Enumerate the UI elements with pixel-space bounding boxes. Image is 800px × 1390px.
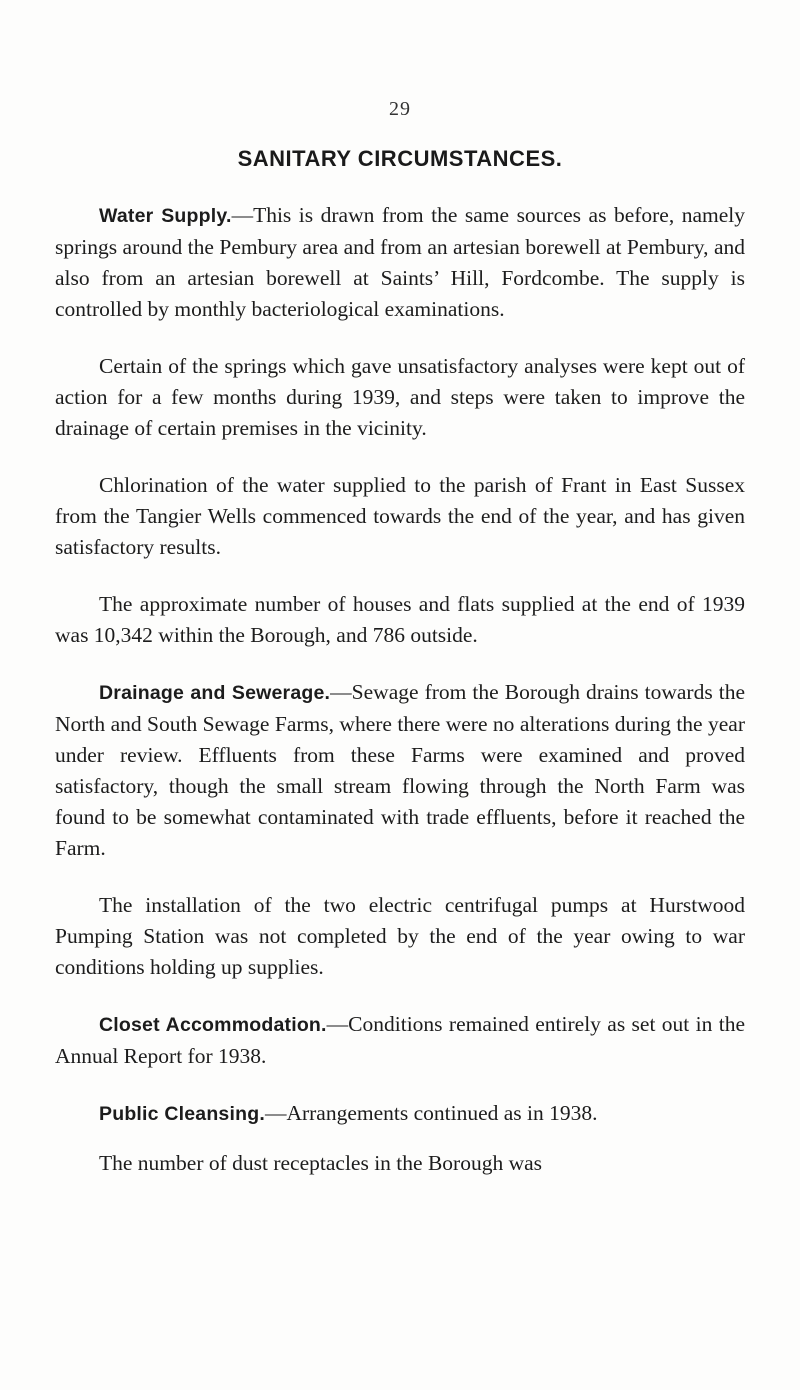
paragraph-heading: Closet Accommodation. xyxy=(99,1014,327,1036)
paragraph-closet-accommodation xyxy=(55,1009,745,1072)
paragraph-text: Certain of the springs which gave unsatisfactory analyses were kept out of action for a few months during 1939, and steps were taken to improve the drainage of certain premises in the vicinity. xyxy=(55,354,745,440)
paragraph-heading: Public Cleansing. xyxy=(99,1103,265,1125)
page-number: 29 xyxy=(389,98,411,120)
paragraph-houses-supplied xyxy=(55,589,745,651)
paragraph-drainage-sewerage xyxy=(55,677,745,864)
paragraph-text: —Sewage from the Borough drains towards the North and South Sewage Farms, where there were no alterations during the year under review. Effluents from these Farms were examined and proved satisfactory, though the small stream flowing through the North Farm was found to be somewhat contaminated with trade effluents, before it reached the Farm. xyxy=(55,680,745,860)
paragraph-text: The approximate number of houses and flats supplied at the end of 1939 was 10,342 within the Borough, and 786 outside. xyxy=(55,592,745,647)
paragraph-text: The installation of the two electric centrifugal pumps at Hurstwood Pumping Station was not completed by the end of the year owing to war conditions holding up supplies. xyxy=(55,893,745,979)
paragraph-chlorination xyxy=(55,470,745,563)
paragraph-public-cleansing xyxy=(55,1098,745,1130)
paragraph-text: —This is drawn from the same sources as before, namely springs around the Pembury area and from an artesian borewell at Pembury, and also from an artesian borewell at Saints’ Hill, Fordcombe. The supply is controlled by monthly bacteriological examinations. xyxy=(55,203,745,321)
paragraph-water-supply xyxy=(55,200,745,325)
paragraph-dust-receptacles xyxy=(55,1148,745,1179)
paragraph-heading: Drainage and Sewerage. xyxy=(99,682,331,704)
paragraph-pumps xyxy=(55,890,745,983)
paragraph-text: Chlorination of the water supplied to the parish of Frant in East Sussex from the Tangier Wells commenced towards the end of the year, and has given satisfactory results. xyxy=(55,473,745,559)
section-title: SANITARY CIRCUMSTANCES. xyxy=(237,146,563,171)
paragraph-text: —Arrangements continued as in 1938. xyxy=(264,1101,598,1125)
paragraph-text: —Conditions remained entirely as set out in the Annual Report for 1938. xyxy=(55,1012,745,1068)
document-body xyxy=(55,200,745,1179)
paragraph-heading: Water Supply. xyxy=(99,205,232,227)
paragraph-springs xyxy=(55,351,745,444)
paragraph-text: The number of dust receptacles in the Borough was xyxy=(99,1151,543,1175)
